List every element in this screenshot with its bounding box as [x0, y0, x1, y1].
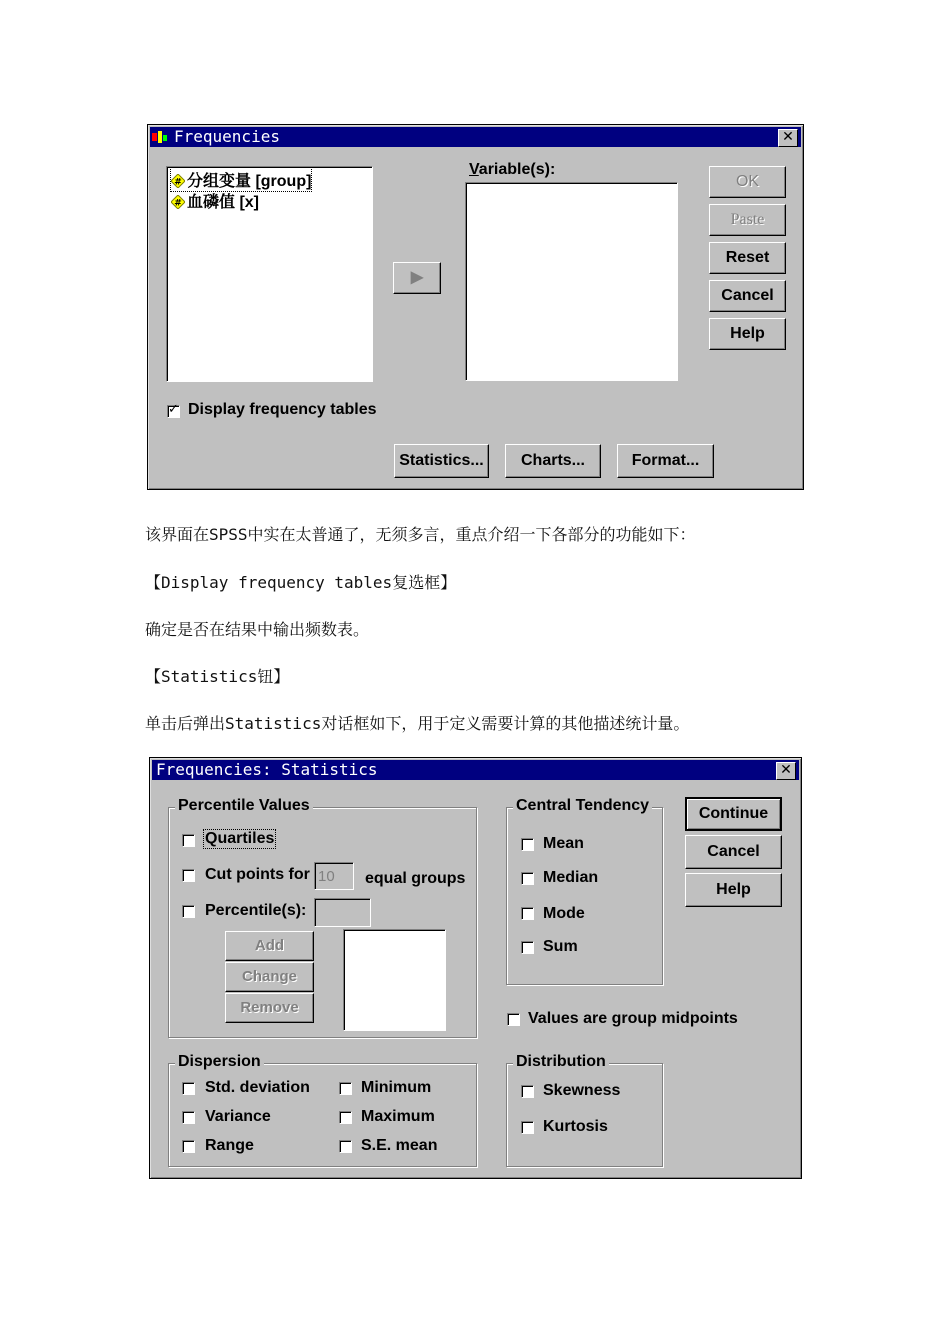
- group-title: Distribution: [513, 1053, 609, 1071]
- cut-points-input[interactable]: [314, 862, 354, 890]
- quartiles-checkbox[interactable]: [182, 834, 195, 847]
- variable-label: 血磷值 [x]: [187, 194, 260, 211]
- display-frequency-tables-label[interactable]: Display frequency tables: [188, 401, 377, 418]
- remove-button[interactable]: Remove: [225, 993, 314, 1023]
- format-button[interactable]: Format...: [617, 444, 714, 478]
- equal-groups-label: equal groups: [365, 870, 466, 887]
- svg-text:#: #: [174, 198, 182, 209]
- cancel-button[interactable]: Cancel: [685, 835, 782, 869]
- numeric-variable-icon: [171, 174, 185, 188]
- list-item[interactable]: [171, 189, 259, 212]
- group-midpoints-label[interactable]: Values are group midpoints: [528, 1010, 738, 1027]
- mode-checkbox[interactable]: [521, 907, 534, 920]
- paragraph-statistics: 单击后弹出Statistics对话框如下，用于定义需要计算的其他描述统计量。: [145, 714, 690, 733]
- dialog-title: Frequencies: Statistics: [156, 760, 378, 779]
- right-arrow-icon: ▶: [410, 269, 424, 286]
- svg-text:#: #: [174, 177, 182, 188]
- skewness-label[interactable]: Skewness: [543, 1082, 621, 1099]
- change-button[interactable]: Change: [225, 962, 314, 992]
- maximum-checkbox[interactable]: [339, 1111, 352, 1124]
- central-tendency-group: [506, 797, 663, 985]
- se-mean-label[interactable]: S.E. mean: [361, 1137, 438, 1154]
- heading-statistics: 【Statistics钮】: [145, 667, 290, 686]
- mean-label[interactable]: Mean: [543, 835, 584, 852]
- variable-label: 分组变量 [group]: [187, 173, 312, 190]
- group-title: Central Tendency: [513, 797, 652, 815]
- percentiles-checkbox[interactable]: [182, 905, 195, 918]
- charts-button[interactable]: Charts...: [505, 444, 601, 478]
- group-title: Percentile Values: [175, 797, 313, 815]
- sum-label[interactable]: Sum: [543, 938, 578, 955]
- reset-button[interactable]: Reset: [709, 242, 786, 274]
- continue-button[interactable]: Continue: [685, 797, 782, 831]
- kurtosis-label[interactable]: Kurtosis: [543, 1118, 608, 1135]
- target-list-label: [469, 161, 555, 179]
- heading-display-freq: 【Display frequency tables复选框】: [145, 573, 457, 592]
- close-button[interactable]: ✕: [776, 762, 796, 780]
- minimum-label[interactable]: Minimum: [361, 1079, 432, 1096]
- range-checkbox[interactable]: [182, 1140, 195, 1153]
- dialog-title: Frequencies: [174, 127, 280, 146]
- group-title: Dispersion: [175, 1053, 264, 1071]
- add-button[interactable]: Add: [225, 931, 314, 961]
- target-variable-list[interactable]: [465, 182, 678, 381]
- title-bar: [152, 760, 799, 780]
- spss-app-icon: [152, 130, 168, 144]
- display-frequency-tables-checkbox[interactable]: [167, 405, 180, 418]
- list-item[interactable]: [171, 168, 311, 191]
- cut-points-checkbox[interactable]: [182, 869, 195, 882]
- variance-checkbox[interactable]: [182, 1111, 195, 1124]
- cut-points-value: 10: [318, 868, 335, 885]
- quartiles-label[interactable]: Quartiles: [205, 830, 275, 847]
- maximum-label[interactable]: Maximum: [361, 1108, 435, 1125]
- percentile-list[interactable]: [343, 929, 446, 1031]
- kurtosis-checkbox[interactable]: [521, 1121, 534, 1134]
- source-variable-list[interactable]: [166, 166, 373, 382]
- numeric-variable-icon: [171, 195, 185, 209]
- std-deviation-label[interactable]: Std. deviation: [205, 1079, 310, 1096]
- help-button[interactable]: Help: [709, 318, 786, 350]
- median-checkbox[interactable]: [521, 872, 534, 885]
- percentiles-label[interactable]: Percentile(s):: [205, 902, 307, 919]
- transfer-arrow-button[interactable]: [393, 262, 441, 294]
- mean-checkbox[interactable]: [521, 838, 534, 851]
- cancel-button[interactable]: Cancel: [709, 280, 786, 312]
- distribution-group: [506, 1053, 663, 1167]
- mnemonic: V: [469, 161, 479, 178]
- paste-button[interactable]: Paste: [709, 204, 786, 236]
- paragraph-intro: 该界面在SPSS中实在太普通了，无须多言，重点介绍一下各部分的功能如下：: [145, 525, 696, 544]
- help-button[interactable]: Help: [685, 873, 782, 907]
- range-label[interactable]: Range: [205, 1137, 254, 1154]
- mode-label[interactable]: Mode: [543, 905, 585, 922]
- frequencies-dialog: [147, 124, 804, 490]
- title-bar: [150, 127, 801, 147]
- sum-checkbox[interactable]: [521, 941, 534, 954]
- group-midpoints-checkbox[interactable]: [507, 1013, 520, 1026]
- statistics-dialog: [149, 757, 802, 1179]
- close-button[interactable]: ✕: [778, 129, 798, 147]
- minimum-checkbox[interactable]: [339, 1082, 352, 1095]
- target-label-rest: ariable(s):: [478, 161, 556, 178]
- paragraph-display-freq: 确定是否在结果中输出频数表。: [145, 620, 370, 639]
- ok-button[interactable]: OK: [709, 166, 786, 198]
- variance-label[interactable]: Variance: [205, 1108, 271, 1125]
- std-deviation-checkbox[interactable]: [182, 1082, 195, 1095]
- cut-points-label[interactable]: Cut points for: [205, 866, 310, 883]
- statistics-button[interactable]: Statistics...: [394, 444, 489, 478]
- median-label[interactable]: Median: [543, 869, 599, 886]
- skewness-checkbox[interactable]: [521, 1085, 534, 1098]
- percentile-input[interactable]: [314, 898, 371, 927]
- se-mean-checkbox[interactable]: [339, 1140, 352, 1153]
